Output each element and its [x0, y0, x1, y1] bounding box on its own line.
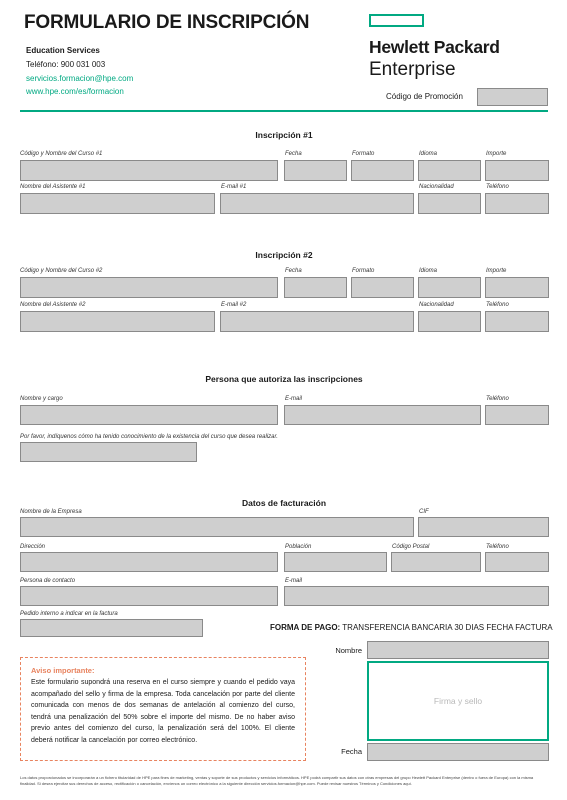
notice-title: Aviso importante: — [31, 666, 95, 675]
label-importe: Importe — [486, 268, 507, 274]
logo-line1: Hewlett Packard — [369, 37, 500, 57]
payment-label: FORMA DE PAGO: — [270, 623, 341, 632]
org-name: Education Services — [26, 46, 100, 55]
label-importe: Importe — [486, 151, 507, 157]
autoriza-telefono-input[interactable] — [485, 405, 549, 425]
label-formato: Formato — [352, 151, 375, 157]
label-curso2: Código y Nombre del Curso #2 — [20, 268, 103, 274]
empresa-input[interactable] — [20, 517, 414, 537]
fecha-firma-input[interactable] — [367, 743, 549, 761]
section-facturacion-title: Datos de facturación — [241, 498, 327, 508]
label-email2: E-mail #2 — [221, 302, 247, 308]
label-conocimiento: Por favor, indíquenos cómo ha tenido conocimiento de la existencia del curso que desea realizar. — [20, 434, 278, 440]
contacto-input[interactable] — [20, 586, 278, 606]
telefono1-input[interactable] — [485, 193, 549, 214]
facturacion-telefono-input[interactable] — [485, 552, 549, 572]
email1-input[interactable] — [220, 193, 414, 214]
phone-text: Teléfono: 900 031 003 — [26, 60, 106, 69]
label-pedido: Pedido interno a indicar en la factura — [20, 611, 118, 617]
formato2-input[interactable] — [351, 277, 414, 298]
notice-text: Este formulario supondrá una reserva en el curso siempre y cuando el pedido vaya acompañado del sello y firma de la empresa. Toda cancelación por parte del cliente comunicada con menos de dos semanas de antelación al comienzo del curso, tendrá una penalización del 50% sobre el importe del mismo. De no haber aviso previo antes del comienzo del curso, la penalización será del 100%. El cliente deberá notificar la cancelación por correo electrónico. — [31, 679, 295, 744]
nacionalidad1-input[interactable] — [418, 193, 481, 214]
label-asistente1: Nombre del Asistente #1 — [20, 184, 86, 190]
asistente2-input[interactable] — [20, 311, 215, 332]
label-poblacion: Población — [285, 544, 312, 550]
email2-input[interactable] — [220, 311, 414, 332]
poblacion-input[interactable] — [284, 552, 387, 572]
nombre-firma-input[interactable] — [367, 641, 549, 659]
idioma1-input[interactable] — [418, 160, 481, 181]
notice-box — [20, 657, 306, 761]
label-cif: CIF — [419, 509, 429, 515]
curso1-input[interactable] — [20, 160, 278, 181]
label-nacionalidad: Nacionalidad — [419, 184, 454, 190]
conocimiento-input[interactable] — [20, 442, 197, 462]
payment-value: TRANSFERENCIA BANCARIA 30 DIAS FECHA FACTURA — [342, 623, 553, 632]
fecha2-input[interactable] — [284, 277, 347, 298]
label-empresa: Nombre de la Empresa — [20, 509, 82, 515]
label-email: E-mail — [285, 578, 303, 584]
pedido-input[interactable] — [20, 619, 203, 637]
hpe-logo-icon — [369, 14, 424, 27]
label-telefono: Teléfono — [486, 302, 509, 308]
idioma2-input[interactable] — [418, 277, 481, 298]
cp-input[interactable] — [391, 552, 481, 572]
telefono2-input[interactable] — [485, 311, 549, 332]
label-idioma: Idioma — [419, 268, 438, 274]
facturacion-email-input[interactable] — [284, 586, 549, 606]
firma-sello-area[interactable]: Firma y sello — [367, 661, 549, 741]
label-telefono: Teléfono — [486, 184, 509, 190]
nombre-cargo-input[interactable] — [20, 405, 278, 425]
label-nombre-cargo: Nombre y cargo — [20, 396, 63, 402]
importe1-input[interactable] — [485, 160, 549, 181]
label-fecha: Fecha — [285, 151, 302, 157]
label-asistente2: Nombre del Asistente #2 — [20, 302, 86, 308]
footer-legal-text: Los datos proporcionados se incorporarán a un fichero titularidad de HPE para fines de marketing, ventas y soporte de sus productos y servicios informáticos. HPE podrá compartir sus datos con otras empresas del grupo Hewlett Packard Enterprise (dentro o fuera de Europa) con la misma finalidad. Si desea ejercitar sus derechos de acceso, rectificación o cancelación, envíenos un correo electrónico a la siguiente dirección servicios.formacion@hpe.com. Puede revisar nuestros Términos y Condiciones aquí. — [20, 775, 534, 786]
label-email: E-mail — [285, 396, 303, 402]
formato1-input[interactable] — [351, 160, 414, 181]
label-nacionalidad: Nacionalidad — [419, 302, 454, 308]
label-fecha-firma: Fecha — [341, 747, 362, 756]
curso2-input[interactable] — [20, 277, 278, 298]
logo-line2: Enterprise — [369, 59, 456, 80]
email-link[interactable]: servicios.formacion@hpe.com — [26, 74, 134, 83]
autoriza-email-input[interactable] — [284, 405, 481, 425]
section-insc1-title: Inscripción #1 — [255, 130, 313, 140]
section-autoriza-title: Persona que autoriza las inscripciones — [205, 374, 363, 384]
promo-label: Código de Promoción — [386, 92, 463, 101]
cif-input[interactable] — [418, 517, 549, 537]
label-cp: Código Postal — [392, 544, 430, 550]
web-link[interactable]: www.hpe.com/es/formacion — [26, 87, 124, 96]
header-divider — [20, 110, 548, 112]
label-telefono: Teléfono — [486, 544, 509, 550]
label-curso1: Código y Nombre del Curso #1 — [20, 151, 103, 157]
asistente1-input[interactable] — [20, 193, 215, 214]
label-email1: E-mail #1 — [221, 184, 247, 190]
section-insc2-title: Inscripción #2 — [255, 250, 313, 260]
payment-method — [270, 623, 553, 632]
label-contacto: Persona de contacto — [20, 578, 76, 584]
fecha1-input[interactable] — [284, 160, 347, 181]
nacionalidad2-input[interactable] — [418, 311, 481, 332]
importe2-input[interactable] — [485, 277, 549, 298]
label-telefono: Teléfono — [486, 396, 509, 402]
direccion-input[interactable] — [20, 552, 278, 572]
promo-code-input[interactable] — [477, 88, 548, 106]
label-direccion: Dirección — [20, 544, 46, 550]
label-idioma: Idioma — [419, 151, 438, 157]
label-nombre: Nombre — [335, 646, 362, 655]
label-formato: Formato — [352, 268, 375, 274]
label-fecha: Fecha — [285, 268, 302, 274]
form-title: FORMULARIO DE INSCRIPCIÓN — [24, 12, 310, 33]
